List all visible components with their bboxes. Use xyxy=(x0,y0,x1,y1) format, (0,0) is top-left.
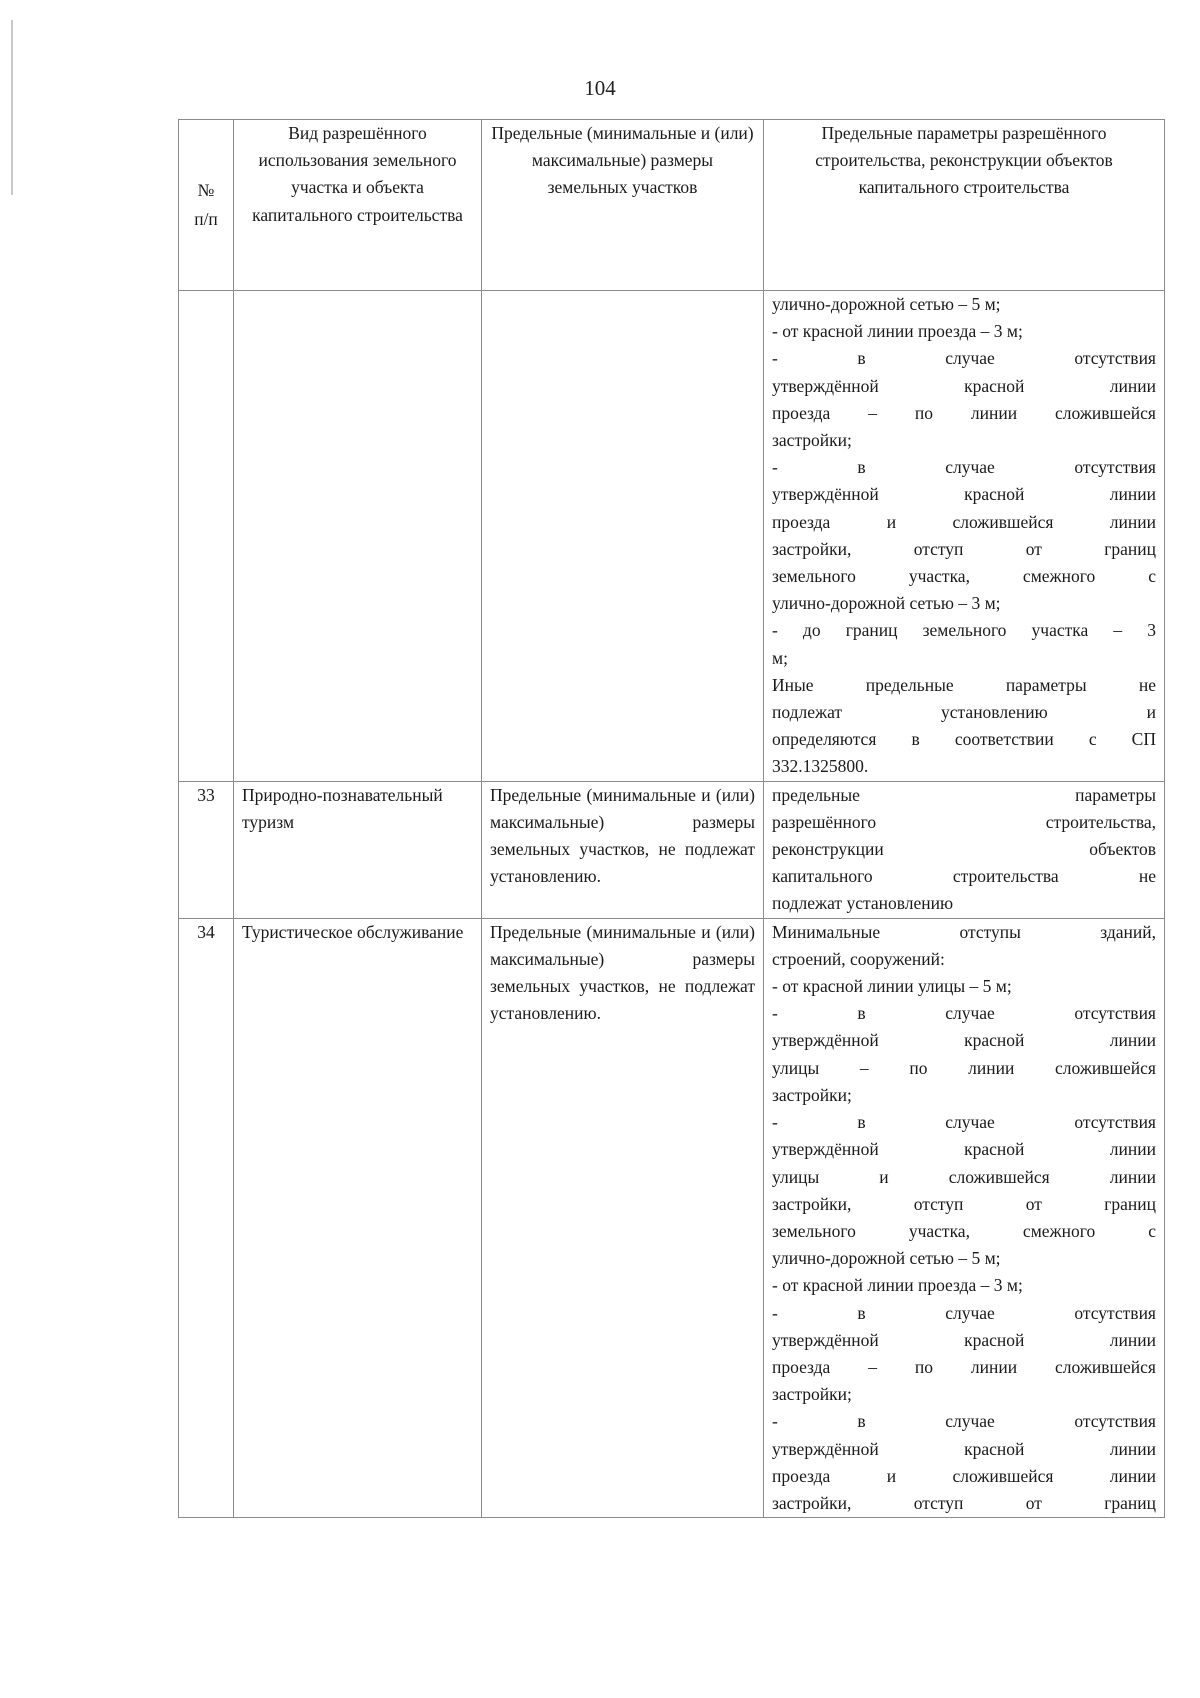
row-build-params xyxy=(764,291,1165,782)
param-line: проезда – по линии сложившейся xyxy=(772,1356,1156,1377)
param-line: - от красной линии проезда – 3 м; xyxy=(772,1275,1023,1296)
param-line: утверждённой красной линии xyxy=(772,1329,1156,1350)
param-line: - в случае отсутствия xyxy=(772,1003,1156,1024)
page-number: 104 xyxy=(584,76,616,100)
param-line: улично-дорожной сетью – 5 м; xyxy=(772,294,1001,314)
param-line: улицы и сложившейся линии xyxy=(772,1166,1156,1187)
param-line: утверждённой красной линии xyxy=(772,484,1156,505)
param-line: Иные предельные параметры не xyxy=(772,674,1156,695)
row-plot-size xyxy=(482,291,764,782)
row-number: 34 xyxy=(179,918,234,1517)
param-line: - в случае отсутствия xyxy=(772,457,1156,478)
param-line: м; xyxy=(772,647,788,668)
param-line: реконструкции объектов xyxy=(772,839,1156,860)
table-row xyxy=(179,291,1165,782)
param-line: предельные параметры xyxy=(772,784,1156,805)
param-line: застройки, отступ от границ xyxy=(772,538,1156,559)
param-line: - до границ земельного участка – 3 xyxy=(772,620,1156,641)
table-header-row xyxy=(179,120,1165,291)
param-line: улично-дорожной сетью – 3 м; xyxy=(772,593,1001,614)
param-line: - в случае отсутствия xyxy=(772,1112,1156,1133)
row-number: 33 xyxy=(179,781,234,918)
param-line: - от красной линии проезда – 3 м; xyxy=(772,321,1023,342)
param-line: утверждённой красной линии xyxy=(772,375,1156,396)
param-line: земельного участка, смежного с xyxy=(772,1220,1156,1241)
land-use-regulations-table xyxy=(178,119,1165,1518)
param-line: застройки, отступ от границ xyxy=(772,1492,1156,1513)
param-line: Минимальные отступы зданий, xyxy=(772,921,1156,942)
param-line: утверждённой красной линии xyxy=(772,1030,1156,1051)
row-build-params xyxy=(764,918,1165,1517)
header-number xyxy=(179,120,234,291)
param-line: капитального строительства не xyxy=(772,866,1156,887)
row-number xyxy=(179,291,234,782)
param-line: утверждённой красной линии xyxy=(772,1438,1156,1459)
param-line: проезда – по линии сложившейся xyxy=(772,402,1156,423)
param-line: - в случае отсутствия xyxy=(772,1302,1156,1323)
param-line: разрешённого строительства, xyxy=(772,811,1156,832)
param-line: застройки; xyxy=(772,1084,852,1105)
param-line: застройки, отступ от границ xyxy=(772,1193,1156,1214)
param-line: проезда и сложившейся линии xyxy=(772,511,1156,532)
row-build-params xyxy=(764,781,1165,918)
param-line: подлежат установлению xyxy=(772,893,954,914)
param-line: определяются в соответствии с СП xyxy=(772,729,1156,750)
row-use-type: Туристическое обслуживание xyxy=(234,918,482,1517)
header-build-params: Предельные параметры разрешённого строительства, реконструкции объектов капитального строительства xyxy=(764,120,1165,291)
row-plot-size: Предельные (минимальные и (или) максимальные) размеры земельных участков, не подлежат установлению. xyxy=(482,781,764,918)
param-line: подлежат установлению и xyxy=(772,702,1156,723)
param-line: - в случае отсутствия xyxy=(772,1411,1156,1432)
param-line: земельного участка, смежного с xyxy=(772,566,1156,587)
param-line: застройки; xyxy=(772,430,852,451)
header-number-sign: № xyxy=(197,180,215,200)
param-line: 332.1325800. xyxy=(772,756,869,777)
header-use-type: Вид разрешённого использования земельного участка и объекта капитального строительства xyxy=(234,120,482,291)
header-plot-size: Предельные (минимальные и (или) максимальные) размеры земельных участков xyxy=(482,120,764,291)
row-use-type xyxy=(234,291,482,782)
scan-edge-mark xyxy=(11,20,13,195)
param-line: улично-дорожной сетью – 5 м; xyxy=(772,1248,1001,1269)
param-line: строений, сооружений: xyxy=(772,948,945,969)
row-plot-size: Предельные (минимальные и (или) максимальные) размеры земельных участков, не подлежат установлению. xyxy=(482,918,764,1517)
param-line: - в случае отсутствия xyxy=(772,348,1156,369)
param-line: утверждённой красной линии xyxy=(772,1139,1156,1160)
table-row xyxy=(179,918,1165,1517)
table-row xyxy=(179,781,1165,918)
param-line: улицы – по линии сложившейся xyxy=(772,1057,1156,1078)
param-line: проезда и сложившейся линии xyxy=(772,1465,1156,1486)
row-use-type: Природно-познавательный туризм xyxy=(234,781,482,918)
header-number-abbr: п/п xyxy=(194,209,218,229)
param-line: застройки; xyxy=(772,1384,852,1405)
param-line: - от красной линии улицы – 5 м; xyxy=(772,976,1012,997)
